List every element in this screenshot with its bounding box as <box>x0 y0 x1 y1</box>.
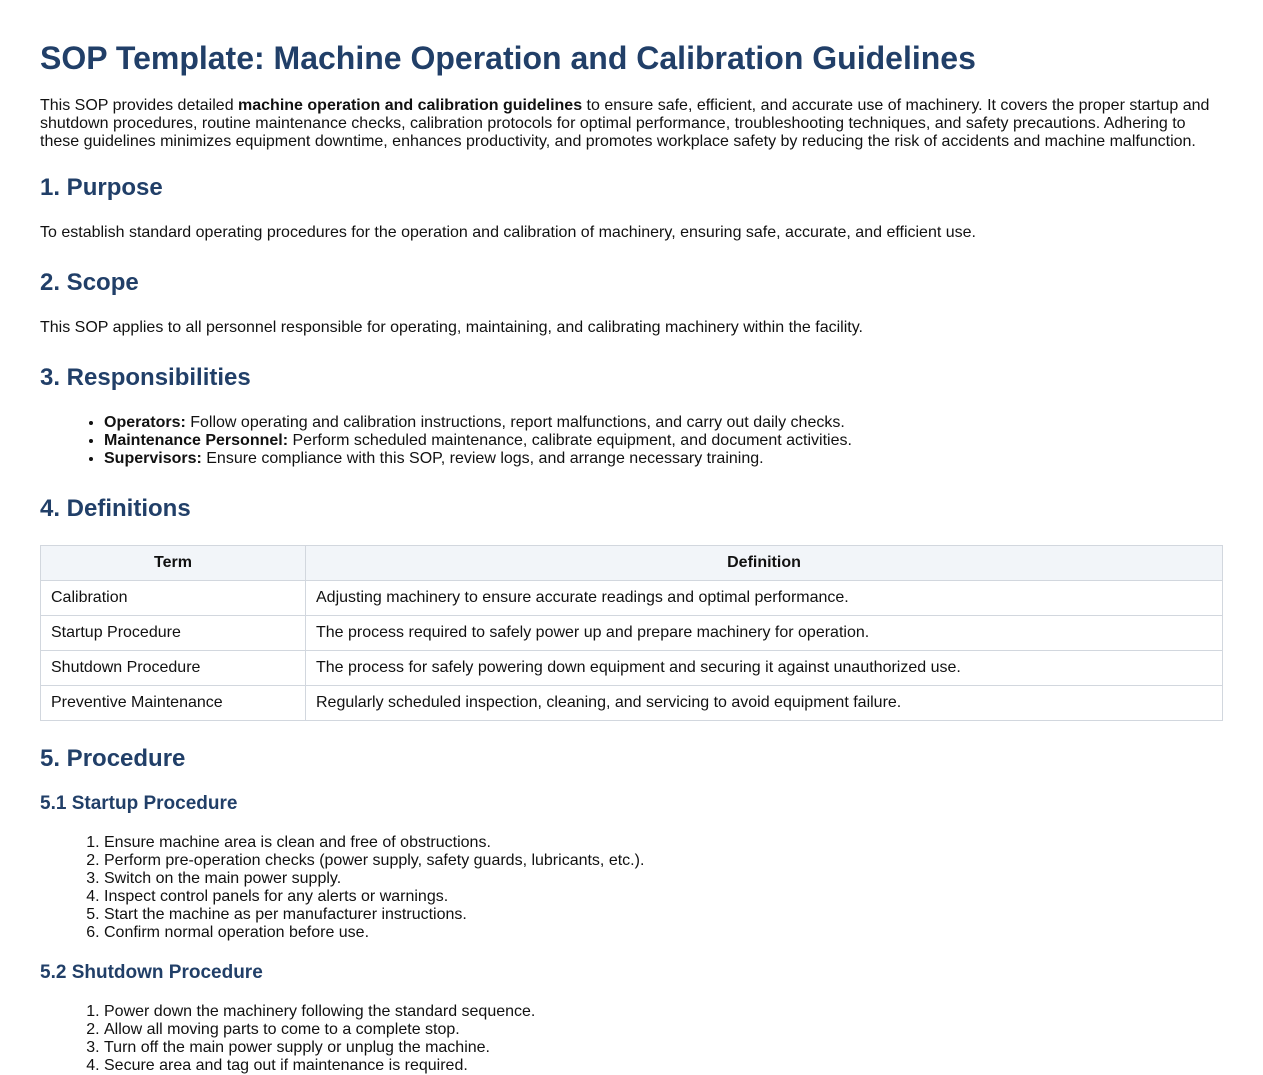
table-row <box>41 581 1223 616</box>
startup-heading: 5.1 Startup Procedure <box>40 793 238 814</box>
role-label: Maintenance Personnel: <box>104 432 289 449</box>
responsibilities-list <box>40 414 1223 468</box>
shutdown-steps <box>40 1003 1223 1075</box>
term-cell: Preventive Maintenance <box>41 686 306 721</box>
responsibilities-heading: 3. Responsibilities <box>40 364 251 391</box>
list-item: 1. Power down the machinery following the standard sequence. <box>104 1003 1223 1021</box>
shutdown-heading: 5.2 Shutdown Procedure <box>40 962 263 983</box>
purpose-heading: 1. Purpose <box>40 174 163 201</box>
list-item <box>104 432 1223 450</box>
column-header-term: Term <box>41 546 306 581</box>
definition-cell: Adjusting machinery to ensure accurate readings and optimal performance. <box>306 581 1223 616</box>
term-cell: Shutdown Procedure <box>41 651 306 686</box>
scope-text: This SOP applies to all personnel responsible for operating, maintaining, and calibrating machinery within the facility. <box>40 319 863 336</box>
list-item: 3. Switch on the main power supply. <box>104 870 1223 888</box>
list-item: 6. Confirm normal operation before use. <box>104 924 1223 942</box>
intro-prefix: This SOP provides detailed <box>40 97 239 114</box>
role-text: Ensure compliance with this SOP, review logs, and arrange necessary training. <box>201 450 764 467</box>
definitions-table <box>40 545 1223 721</box>
column-header-definition: Definition <box>306 546 1223 581</box>
term-cell: Startup Procedure <box>41 616 306 651</box>
list-item: 4. Inspect control panels for any alerts or warnings. <box>104 888 1223 906</box>
table-row <box>41 616 1223 651</box>
list-item <box>104 450 1223 468</box>
list-item: 3. Turn off the main power supply or unplug the machine. <box>104 1039 1223 1057</box>
intro-suffix: to ensure safe, efficient, and accurate use of machinery. It covers the proper startup and shutdown procedures, routine maintenance checks, calibration protocols for optimal performance, troubleshooting techniques, and safety precautions. Adhering to these guidelines minimizes equipment downtime, enhances productivity, and promotes workplace safety by reducing the risk of accidents and machine malfunction. <box>40 97 1210 150</box>
list-item: 1. Ensure machine area is clean and free of obstructions. <box>104 834 1223 852</box>
table-row <box>41 686 1223 721</box>
list-item: 2. Perform pre-operation checks (power supply, safety guards, lubricants, etc.). <box>104 852 1223 870</box>
definition-cell: The process for safely powering down equipment and securing it against unauthorized use. <box>306 651 1223 686</box>
procedure-heading: 5. Procedure <box>40 745 186 772</box>
intro-paragraph <box>40 97 1223 151</box>
definition-cell: The process required to safely power up and prepare machinery for operation. <box>306 616 1223 651</box>
list-item: 4. Secure area and tag out if maintenance is required. <box>104 1057 1223 1075</box>
table-header-row <box>41 546 1223 581</box>
role-text: Follow operating and calibration instructions, report malfunctions, and carry out daily checks. <box>185 414 845 431</box>
page-title: SOP Template: Machine Operation and Calibration Guidelines <box>40 40 976 76</box>
intro-bold-phrase: machine operation and calibration guidelines <box>238 97 583 114</box>
scope-heading: 2. Scope <box>40 269 139 296</box>
list-item: 2. Allow all moving parts to come to a complete stop. <box>104 1021 1223 1039</box>
definitions-heading: 4. Definitions <box>40 495 191 522</box>
role-label: Supervisors: <box>104 450 202 467</box>
role-label: Operators: <box>104 414 186 431</box>
list-item <box>104 414 1223 432</box>
list-item: 5. Start the machine as per manufacturer instructions. <box>104 906 1223 924</box>
role-text: Perform scheduled maintenance, calibrate equipment, and document activities. <box>288 432 852 449</box>
definition-cell: Regularly scheduled inspection, cleaning, and servicing to avoid equipment failure. <box>306 686 1223 721</box>
purpose-text: To establish standard operating procedures for the operation and calibration of machinery, ensuring safe, accurate, and efficient use. <box>40 224 976 241</box>
startup-steps <box>40 834 1223 942</box>
term-cell: Calibration <box>41 581 306 616</box>
table-row <box>41 651 1223 686</box>
